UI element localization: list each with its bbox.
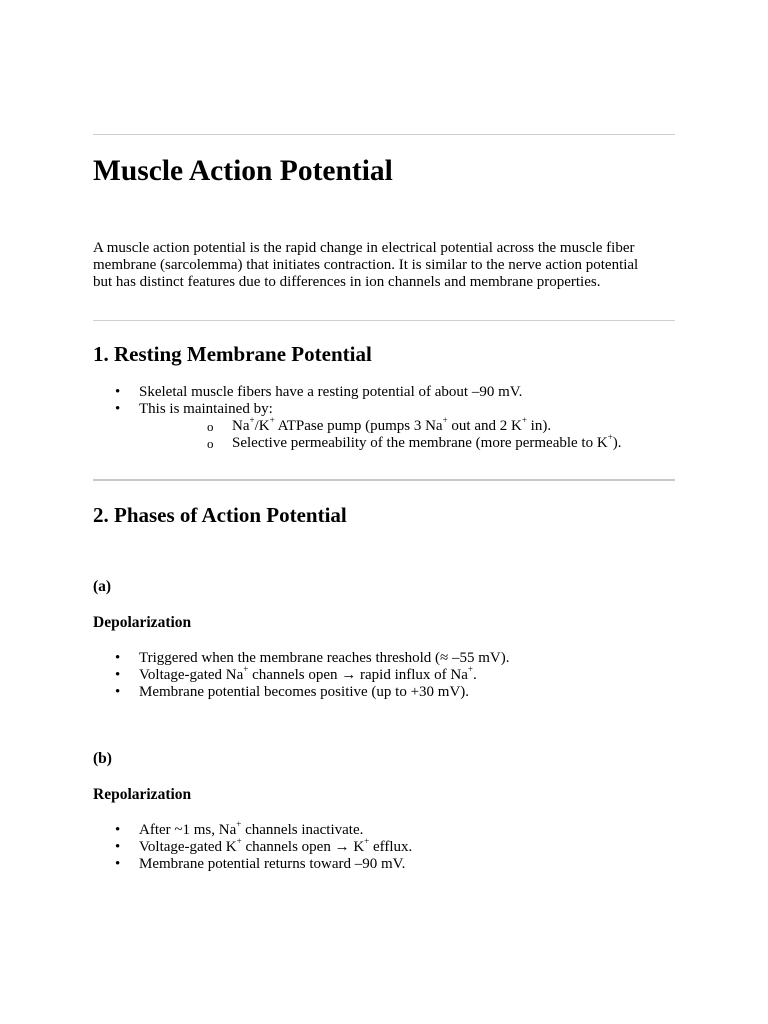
list-item (93, 401, 622, 452)
page-title: Muscle Action Potential (93, 155, 393, 187)
list-item-text: This is maintained by: (139, 401, 273, 417)
section-divider (93, 479, 675, 481)
list-item: • Triggered when the membrane reaches threshold (≈ –55 mV). (93, 650, 510, 667)
list-item: • After ~1 ms, Na+ channels inactivate. (93, 822, 412, 839)
repolarization-list (93, 819, 413, 873)
intro-paragraph (93, 240, 683, 291)
nested-list-item: o Selective permeability of the membrane (more permeable to K+). (139, 435, 622, 452)
resting-list (93, 384, 622, 452)
nested-list (139, 415, 622, 452)
list-item: • Membrane potential returns toward –90 mV. (93, 856, 412, 873)
section-heading-resting: 1. Resting Membrane Potential (93, 342, 372, 366)
intro-line: but has distinct features due to differences in ion channels and membrane properties. (93, 274, 601, 290)
phase-a-title: Depolarization (93, 614, 192, 631)
list-item: • Voltage-gated K+ channels open → K+ efflux. (93, 839, 412, 856)
intro-line: A muscle action potential is the rapid change in electrical potential across the muscle fiber (93, 240, 635, 256)
intro-line: membrane (sarcolemma) that initiates contraction. It is similar to the nerve action potential (93, 257, 639, 273)
list-item: • Membrane potential becomes positive (up to +30 mV). (93, 684, 510, 701)
depolarization-list (93, 650, 510, 701)
nested-list-item: o Na+/K+ ATPase pump (pumps 3 Na+ out and 2 K+ in). (139, 418, 622, 435)
phase-b-title: Repolarization (93, 786, 192, 803)
list-item: • Voltage-gated Na+ channels open → rapid influx of Na+. (93, 667, 510, 684)
section-heading-phases: 2. Phases of Action Potential (93, 503, 347, 527)
list-item: • Skeletal muscle fibers have a resting potential of about –90 mV. (93, 384, 622, 401)
top-divider (93, 134, 675, 135)
phase-b-label: (b) (93, 750, 112, 767)
section-divider (93, 320, 675, 321)
phase-a-label: (a) (93, 578, 112, 595)
